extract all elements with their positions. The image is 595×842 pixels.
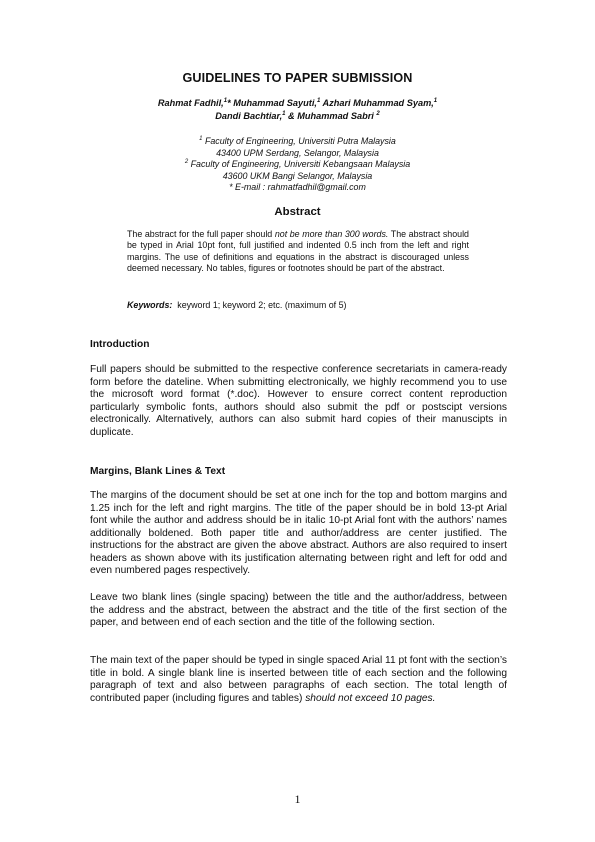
- section-heading-introduction: Introduction: [90, 339, 150, 350]
- paper-title: GUIDELINES TO PAPER SUBMISSION: [182, 71, 413, 85]
- affiliation-2: [0, 159, 595, 171]
- author-name: & Muhammad Sabri: [285, 111, 377, 121]
- affiliation-name: Faculty of Engineering, Universiti Kebangsaan Malaysia: [188, 159, 411, 170]
- keywords-line: [127, 300, 346, 310]
- author-name: Dandi Bachtiar,: [215, 111, 283, 121]
- keywords-value: keyword 1; keyword 2; etc. (maximum of 5): [172, 300, 347, 310]
- author-affil-sup: 2: [376, 110, 380, 117]
- page-number: 1: [294, 792, 301, 806]
- margins-paragraph-2: Leave two blank lines (single spacing) between the title and the author/address, between the address and the abstract, between the abstract and the title of the first section of the paper, and between end of each section and the title of the following section.: [90, 592, 507, 628]
- affiliation-sup: 2: [184, 159, 189, 166]
- author-affil-sup: 1: [223, 97, 228, 104]
- author-list: [0, 97, 595, 123]
- margins-paragraph-1: The margins of the document should be set at one inch for the top and bottom margins and 1.25 inch for the left and right margins. The title of the paper should be in bold 13-pt Arial font while the author and address should be in italic 10-pt Arial font with the authors’ names additionally boldened. Both paper title and author/address are center justified. The instructions for the abstract are given the above abstract. Authors are also required to insert headers as shown above with its justification alternating between right and left for odd and even numbered pages respectively.: [90, 490, 507, 576]
- author-line-2: [0, 110, 595, 123]
- abstract-text: [127, 229, 469, 275]
- affiliations: [0, 136, 595, 194]
- author-name: Rahmat Fadhil,: [157, 98, 224, 108]
- author-affil-sup: 1: [282, 110, 286, 117]
- affiliation-sup: 1: [199, 136, 203, 143]
- author-affil-sup: 1: [316, 97, 321, 104]
- paragraph-text: The main text of the paper should be typed in single spaced Arial 11 pt font with the section’s title in bold. A single blank line is inserted between title of each section and the following paragraph of text and also between paragraphs of each section. The total length of contributed paper (including figures and tables): [90, 655, 507, 704]
- section-heading-margins: Margins, Blank Lines & Text: [90, 466, 226, 477]
- author-name: Muhammad Sayuti,: [233, 98, 317, 108]
- corresponding-mark: *: [227, 98, 234, 108]
- introduction-paragraph: Full papers should be submitted to the respective conference secretariats in camera-ready form before the dateline. When submitting electronically, we highly recommend you to use the microsoft word format (*.doc). However to ensure correct content reproduction particularly symbolic fonts, authors should also submit the pdf or postscipt versions electronically. Alternatively, authors can also submit hard copies of their manuscipts in duplicate.: [90, 364, 507, 438]
- author-affil-sup: 1: [433, 97, 438, 104]
- abstract-text-emphasis: not be more than 300 words.: [274, 229, 389, 239]
- affiliation-name: Faculty of Engineering, Universiti Putra Malaysia: [202, 136, 396, 146]
- author-name: Azhari Muhammad Syam,: [320, 98, 434, 108]
- affiliation-2-address: 43600 UKM Bangi Selangor, Malaysia: [222, 170, 373, 181]
- affiliation-1-address: 43400 UPM Serdang, Selangor, Malaysia: [216, 147, 379, 158]
- margins-paragraph-3: [90, 655, 507, 705]
- contact-email: * E-mail : rahmatfadhil@gmail.com: [229, 182, 366, 193]
- abstract-text-end: The abstract should be typed in Arial 10pt font, full justified and indented 0.5 inch from the left and right margins. The use of definitions and equations in the abstract is discouraged unless deemed necessary. No tables, figures or footnotes should be part of the abstract.: [127, 229, 469, 274]
- abstract-heading: Abstract: [274, 206, 321, 218]
- paragraph-emphasis: should not exceed 10 pages.: [305, 692, 436, 704]
- abstract-text-start: The abstract for the full paper should: [127, 229, 275, 239]
- affiliation-1: [0, 136, 595, 148]
- keywords-label: Keywords:: [127, 300, 173, 310]
- author-line-1: [0, 97, 595, 110]
